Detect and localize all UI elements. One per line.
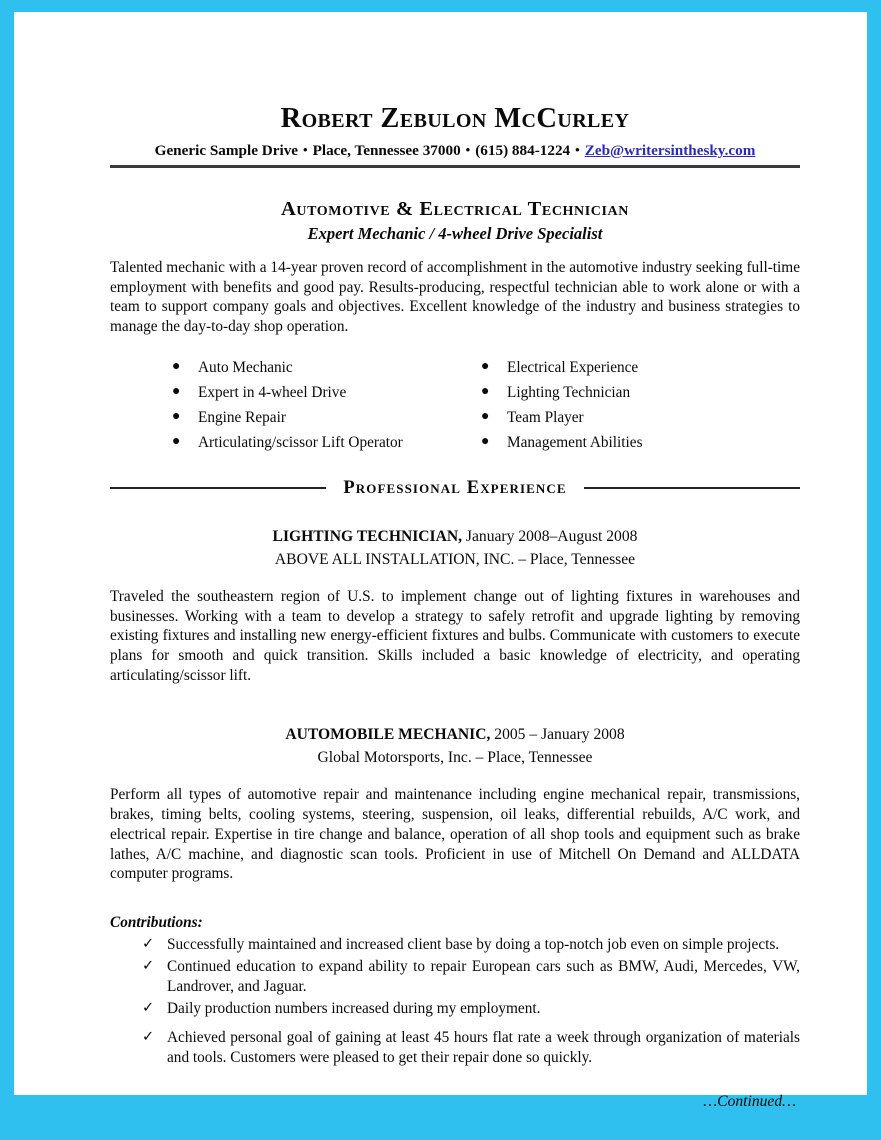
summary-paragraph: Talented mechanic with a 14-year proven record of accomplishment in the automotive industry seeking full-time employment with benefits and good pay. Results-producing, respectful technician able to work alone or with a team to support company goals and objectives. Excellent knowledge of the industry and business strategies to manage the day-to-day shop operation. — [110, 258, 800, 336]
continued-footer: …Continued… — [703, 1093, 796, 1111]
checkmark-icon: ✓ — [142, 1029, 155, 1046]
skill-label: Articulating/scissor Lift Operator — [198, 433, 403, 451]
checkmark-icon: ✓ — [142, 999, 155, 1016]
contribution-item — [110, 999, 800, 1019]
bullet-icon: ● — [172, 359, 181, 375]
skill-label: Expert in 4-wheel Drive — [198, 384, 347, 402]
contributions-list — [110, 935, 800, 1068]
skill-item — [168, 431, 455, 456]
job-company: ABOVE ALL INSTALLATION, INC. – Place, Tennessee — [274, 550, 636, 568]
job-heading — [110, 724, 800, 770]
checkmark-icon: ✓ — [142, 936, 155, 953]
contact-city-state-zip: Place, Tennessee 37000 — [312, 141, 461, 159]
skill-item — [168, 406, 455, 431]
job-role: AUTOMOBILE MECHANIC, — [285, 726, 491, 744]
job-role-line — [110, 724, 800, 747]
contribution-text: Daily production numbers increased during my employment. — [167, 999, 541, 1017]
skill-item — [477, 406, 800, 431]
section-title: Professional Experience — [343, 477, 567, 498]
job-role-line — [110, 526, 800, 549]
bullet-icon: ● — [481, 384, 490, 400]
skill-label: Management Abilities — [507, 433, 643, 451]
job-dates: 2005 – January 2008 — [490, 726, 625, 744]
section-header-experience — [110, 478, 800, 499]
candidate-name: Robert Zebulon McCurley — [280, 103, 630, 134]
contribution-text: Achieved personal goal of gaining at least 45 hours flat rate a week through organization of materials and tools. Customers were pleased to get their repair done so quickly. — [167, 1029, 800, 1067]
skills-column-left — [110, 356, 455, 456]
contribution-text: Continued education to expand ability to repair European cars such as BMW, Audi, Mercedes, VW, Landrover, and Jaguar. — [167, 958, 800, 995]
job-heading — [110, 526, 800, 572]
job-company: Global Motorsports, Inc. – Place, Tennessee — [317, 749, 593, 766]
checkmark-icon: ✓ — [142, 958, 155, 975]
skill-item — [477, 431, 800, 456]
bullet-icon: ● — [172, 433, 181, 449]
bullet-icon: ● — [172, 384, 181, 400]
section-rule-left — [110, 487, 326, 489]
contribution-item — [110, 957, 800, 997]
headline-title: Automotive & Electrical Technician — [281, 198, 629, 221]
job-entry — [110, 724, 800, 884]
resume-page — [14, 12, 867, 1111]
contribution-text: Successfully maintained and increased client base by doing a top-notch job even on simple projects. — [167, 936, 780, 954]
contact-address: Generic Sample Drive — [154, 141, 299, 159]
bullet-icon: ● — [481, 359, 490, 375]
skill-label: Auto Mechanic — [198, 359, 293, 377]
skills-column-right — [455, 356, 800, 456]
contributions-label: Contributions: — [110, 914, 203, 932]
skill-item — [477, 381, 800, 406]
bullet-icon: ● — [172, 409, 181, 425]
contact-line — [110, 142, 800, 160]
skill-label: Lighting Technician — [507, 384, 631, 402]
contribution-item — [110, 1028, 800, 1068]
contact-email-link[interactable]: Zeb@writersinthesky.com — [584, 141, 756, 159]
skill-item — [168, 356, 455, 381]
job-dates: January 2008–August 2008 — [462, 527, 638, 545]
job-entry — [110, 526, 800, 686]
skill-label: Electrical Experience — [507, 359, 639, 377]
contribution-item — [110, 935, 800, 955]
job-description: Traveled the southeastern region of U.S. to implement change out of lighting fixtures in warehouses and businesses. Working with a team to develop a strategy to safely retrofit and upgrade lighting by removing existing fixtures and installing new energy-efficient fixtures and bulbs. Communicate with customers to execute plans for smooth and quick transition. Skills included a basic knowledge of electricity, and operating articulating/scissor lift. — [110, 587, 800, 685]
resume-content — [110, 12, 800, 1111]
bullet-icon: ● — [481, 433, 490, 449]
contact-separator-3: • — [575, 141, 580, 157]
contact-separator-1: • — [303, 141, 308, 157]
skill-item — [477, 356, 800, 381]
contact-phone: (615) 884-1224 — [475, 141, 571, 159]
contact-separator-2: • — [465, 141, 471, 157]
job-description: Perform all types of automotive repair and maintenance including engine mechanical repair, transmissions, brakes, timing belts, cooling systems, steering, suspension, oil leaks, differential rebuilds, A/C work, and electrical repair. Expertise in tire change and balance, operation of all shop tools and equipment such as brake lathes, A/C machine, and diagnostic scan tools. Proficient in use of Mitchell On Demand and ALLDATA computer programs. — [110, 785, 800, 883]
job-role: LIGHTING TECHNICIAN, — [272, 527, 463, 545]
bullet-icon: ● — [481, 409, 490, 425]
skills-columns — [110, 356, 800, 456]
skill-item — [168, 381, 455, 406]
header-divider — [110, 165, 800, 168]
section-rule-right — [584, 487, 800, 489]
skill-label: Team Player — [507, 409, 584, 427]
headline-subtitle: Expert Mechanic / 4-wheel Drive Specialist — [307, 223, 603, 243]
skill-label: Engine Repair — [198, 409, 286, 427]
